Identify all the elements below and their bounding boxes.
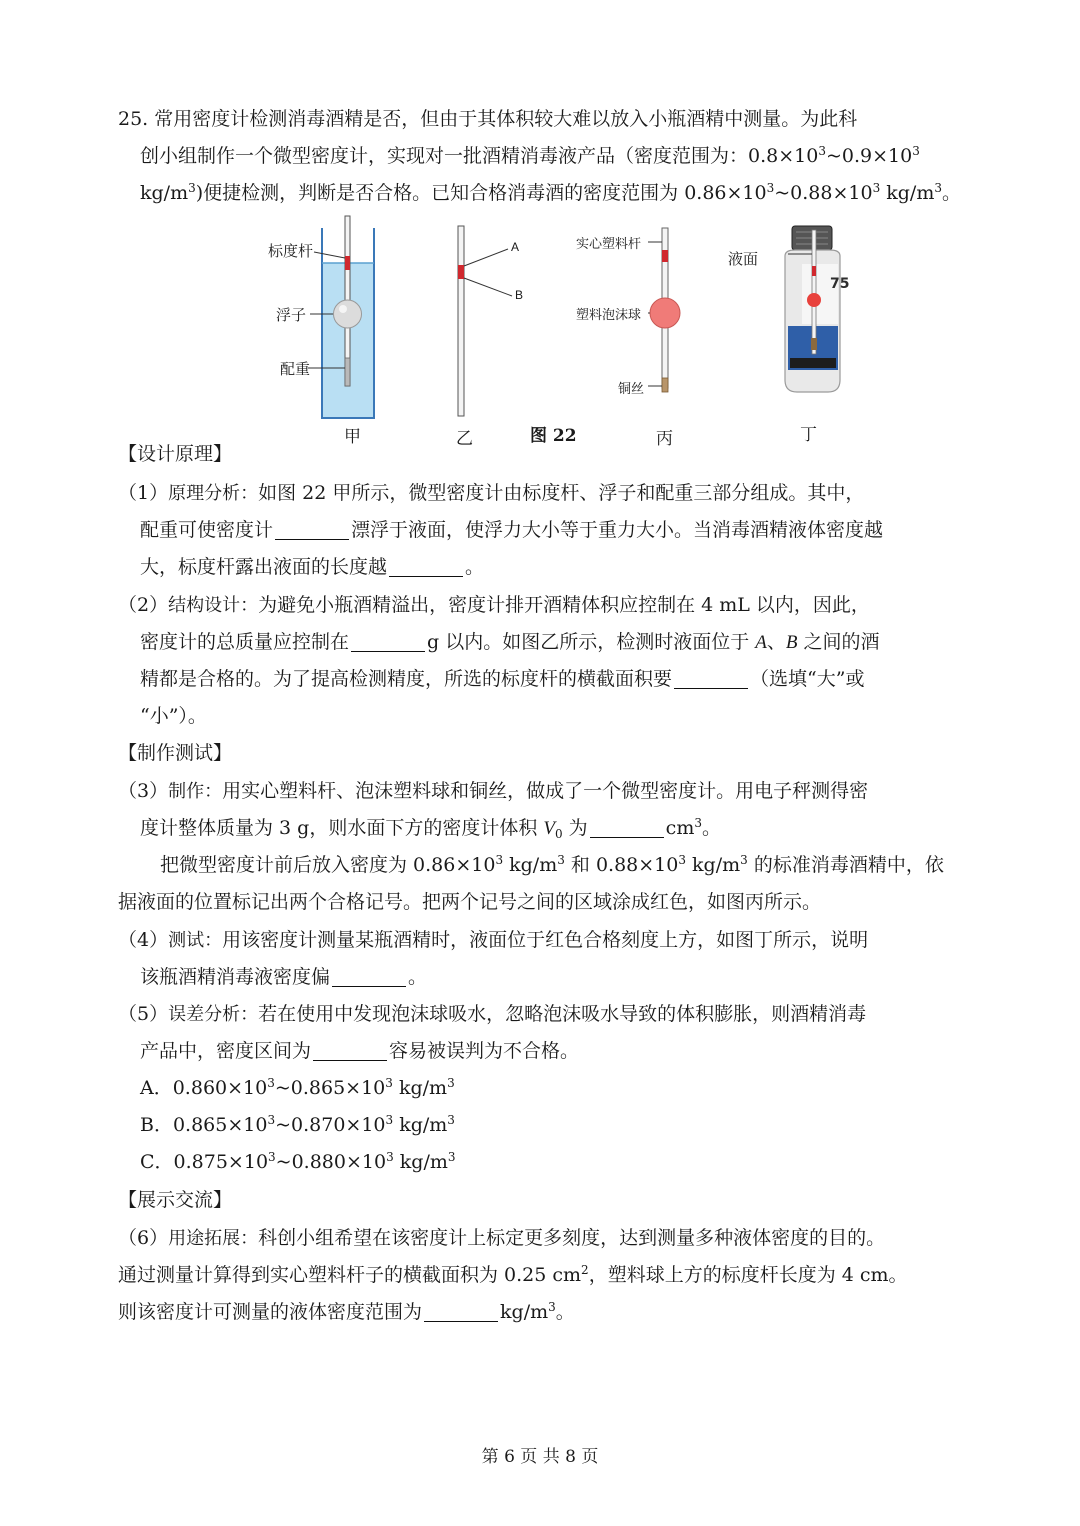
- answer-blank-8[interactable]: [424, 1301, 498, 1322]
- section-heading-exchange: 【展示交流】: [118, 1189, 233, 1211]
- answer-blank-3[interactable]: [351, 631, 425, 652]
- section-heading-design: 【设计原理】: [118, 443, 233, 465]
- part-1-line-2: 配重可使密度计 漂浮于液面，使浮力大小等于重力大小。当消毒酒精液体密度越: [140, 519, 884, 541]
- part-2-line-1: （2）结构设计：为避免小瓶酒精溢出，密度计排开酒精体积应控制在 4 mL 以内，因此，: [118, 594, 870, 616]
- figure-ding: [785, 226, 849, 392]
- option-a[interactable]: A．$0.860\times 10^3\sim 0.865\times 10^3$ $kg/m^3$: [140, 1076, 455, 1099]
- answer-blank-4[interactable]: [674, 668, 748, 689]
- part-2-line-4: “小”）。: [140, 705, 207, 727]
- answer-blank-5[interactable]: [590, 817, 664, 838]
- answer-blank-6[interactable]: [332, 966, 406, 987]
- caption-jia: 甲: [344, 427, 361, 447]
- question-line-2: 创小组制作一个微型密度计，实现对一批酒精消毒液产品（密度范围为：$0.8\times 10^3\sim 0.9\times 10^3$: [140, 144, 920, 167]
- figure-22-illustration: [250, 208, 850, 448]
- label-liquid-surface: 液面: [728, 250, 759, 268]
- label-float: 浮子: [276, 306, 307, 324]
- part-3-line-4: 据液面的位置标记出两个合格记号。把两个记号之间的区域涂成红色，如图丙所示。: [118, 891, 822, 913]
- label-scale-rod: 标度杆: [268, 242, 314, 260]
- question-line-3: $kg/m^3$)便捷检测，判断是否合格。已知合格消毒酒的密度范围为 $0.86\times 10^3\sim 0.88\times 10^3$ $kg/m^3$。: [140, 181, 961, 204]
- option-c[interactable]: C．$0.875\times 10^3\sim 0.880\times 10^3$ $kg/m^3$: [140, 1150, 456, 1173]
- part-6-line-2: 通过测量计算得到实心塑料杆子的横截面积为 0.25 $cm^2$，塑料球上方的标度杆长度为 4 cm。: [118, 1263, 908, 1286]
- label-counterweight: 配重: [280, 360, 311, 378]
- part-4-line-1: （4）测试：用该密度计测量某瓶酒精时，液面位于红色合格刻度上方，如图丁所示，说明: [118, 929, 869, 951]
- part-6-line-1: （6）用途拓展：科创小组希望在该密度计上标定更多刻度，达到测量多种液体密度的目的。: [118, 1227, 886, 1249]
- part-3-line-3: 把微型密度计前后放入密度为 $0.86\times 10^3$ $kg/m^3$ 和 $0.88\times 10^3$ $kg/m^3$ 的标准消毒酒精中，依: [160, 853, 944, 876]
- part-1-line-1: （1）原理分析：如图 22 甲所示，微型密度计由标度杆、浮子和配重三部分组成。其中，: [118, 482, 865, 504]
- svg-text:75: 75: [830, 276, 850, 292]
- question-text: 25. 常用密度计检测消毒酒精是否，但由于其体积较大难以放入小瓶酒精中测量。为此科: [118, 108, 858, 130]
- part-3-line-2: 度计整体质量为 3 g，则水面下方的密度计体积 $V_0$ 为 $cm^3$。: [140, 816, 721, 841]
- figure-jia: [308, 216, 374, 418]
- caption-figure-22: 图 22: [530, 426, 577, 446]
- part-2-line-2: 密度计的总质量应控制在 g 以内。如图乙所示，检测时液面位于 A、B 之间的酒: [140, 631, 880, 653]
- answer-blank-2[interactable]: [389, 556, 463, 577]
- label-foam-ball: 塑料泡沫球: [576, 308, 642, 323]
- part-5-line-1: （5）误差分析：若在使用中发现泡沫球吸水，忽略泡沫吸水导致的体积膨胀，则酒精消毒: [118, 1003, 867, 1025]
- part-1-line-3: 大，标度杆露出液面的长度越 。: [140, 556, 485, 578]
- figure-bing: [648, 228, 680, 392]
- page-footer: 第 6 页 共 8 页: [481, 1447, 599, 1467]
- caption-bing: 丙: [656, 429, 673, 449]
- part-4-line-2: 该瓶酒精消毒液密度偏 。: [140, 966, 428, 988]
- caption-yi: 乙: [456, 429, 473, 449]
- figure-22: [250, 208, 850, 448]
- answer-blank-7[interactable]: [313, 1040, 387, 1061]
- caption-ding: 丁: [800, 425, 817, 445]
- part-2-line-3: 精都是合格的。为了提高检测精度，所选的标度杆的横截面积要 （选填“大”或: [140, 668, 865, 690]
- section-heading-make-test: 【制作测试】: [118, 742, 233, 764]
- label-b: B: [515, 288, 524, 302]
- label-solid-plastic-rod: 实心塑料杆: [576, 237, 642, 252]
- label-copper-wire: 铜丝: [618, 382, 645, 397]
- part-5-line-2: 产品中，密度区间为 容易被误判为不合格。: [140, 1040, 580, 1062]
- question-line-1: [118, 106, 857, 132]
- figure-yi: [458, 226, 512, 416]
- part-6-line-3: 则该密度计可测量的液体密度范围为 $kg/m^3$。: [118, 1300, 575, 1323]
- answer-blank-1[interactable]: [275, 519, 349, 540]
- option-b[interactable]: B．$0.865\times 10^3\sim 0.870\times 10^3$ $kg/m^3$: [140, 1113, 455, 1136]
- part-3-line-1: （3）制作：用实心塑料杆、泡沫塑料球和铜丝，做成了一个微型密度计。用电子秤测得密: [118, 780, 869, 802]
- label-a: A: [511, 240, 520, 254]
